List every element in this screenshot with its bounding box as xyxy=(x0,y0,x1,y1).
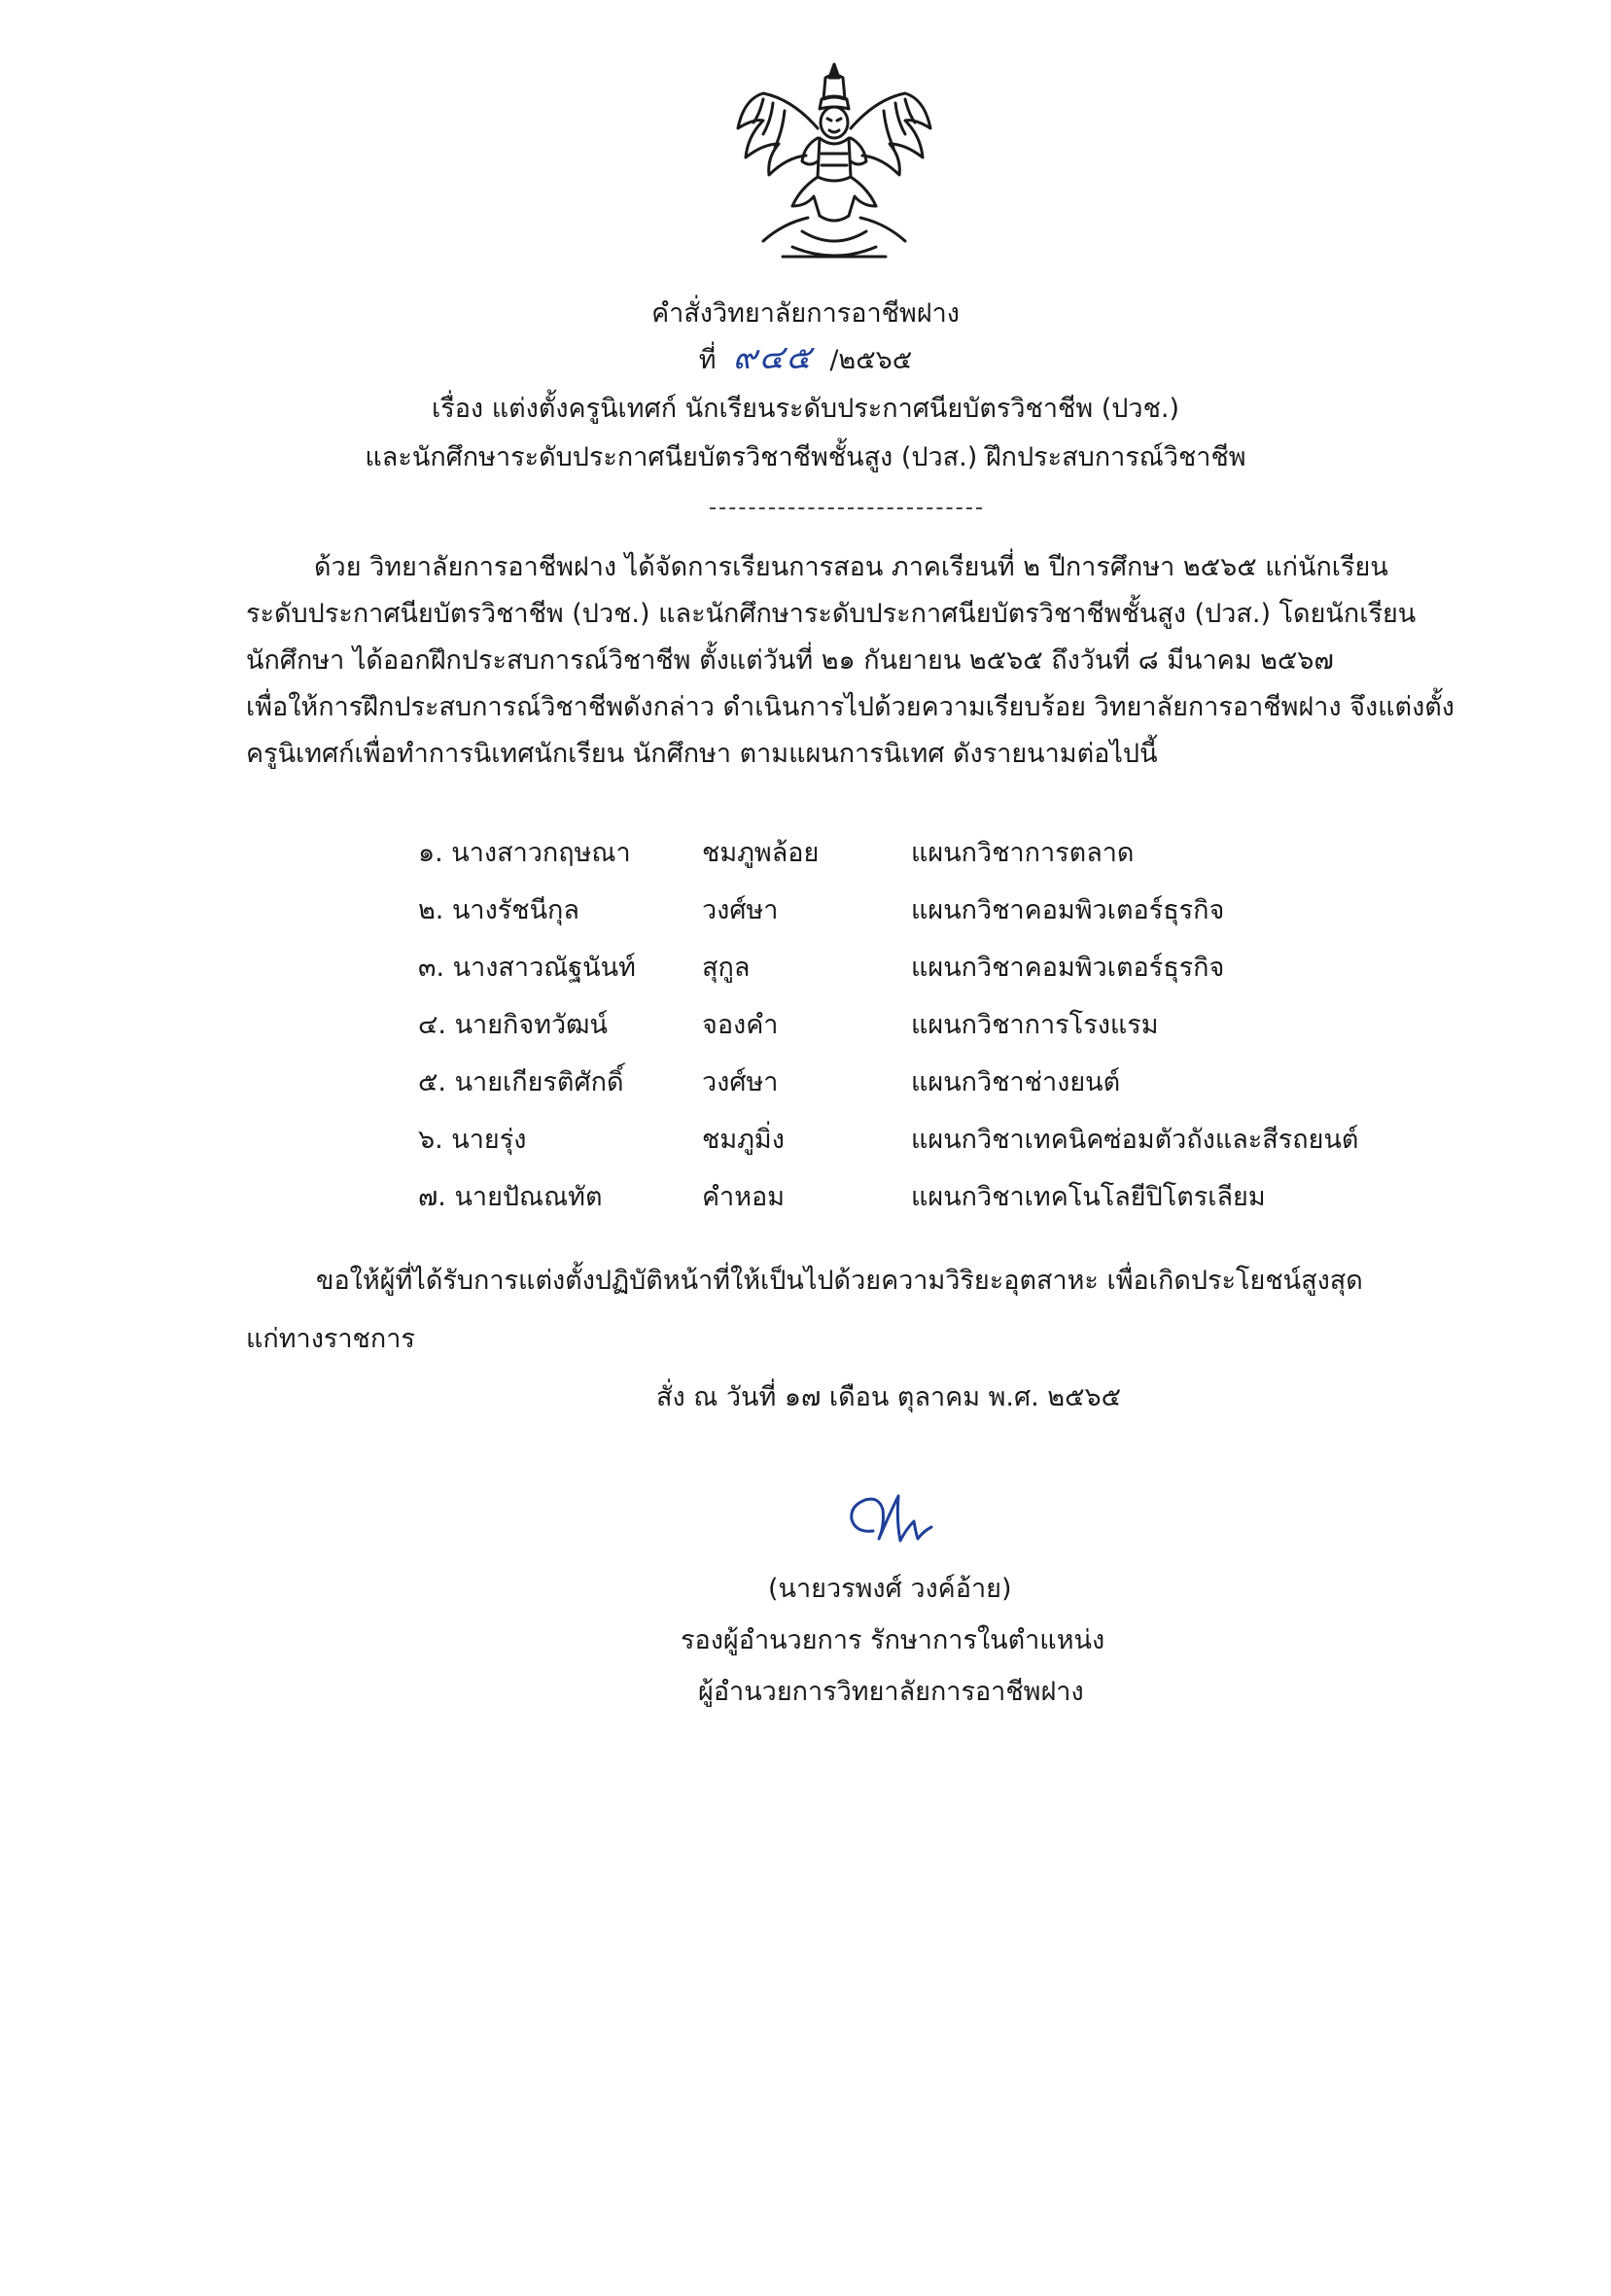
staff-row xyxy=(0,1175,1611,1224)
body-paragraph xyxy=(246,544,1461,778)
staff-surname: คำหอม xyxy=(702,1182,786,1212)
staff-surname: วงศ์ษา xyxy=(702,1067,779,1097)
signature-icon xyxy=(836,1482,963,1560)
staff-surname: ชมภูพล้อย xyxy=(702,838,820,868)
staff-row xyxy=(0,1118,1611,1166)
staff-department: แผนกวิชาช่างยนต์ xyxy=(911,1067,1121,1097)
staff-surname: สุกูล xyxy=(702,953,751,983)
staff-row xyxy=(0,946,1611,994)
subject-line-1: เรื่อง แต่งตั้งครูนิเทศก์ นักเรียนระดับประกาศนียบัตรวิชาชีพ (ปวช.) xyxy=(431,394,1180,424)
order-title: คำสั่งวิทยาลัยการอาชีพฝาง xyxy=(651,298,960,329)
order-number-handwritten: ๙๔๕ xyxy=(732,338,814,377)
staff-surname: จองคำ xyxy=(702,1010,779,1040)
paragraph-line: นักศึกษา ได้ออกฝึกประสบการณ์วิชาชีพ ตั้งแต่วันที่ ๒๑ กันยายน ๒๕๖๕ ถึงวันที่ ๘ มีนาคม ๒๕๖๗ xyxy=(246,645,1334,676)
subject-line-2: และนักศึกษาระดับประกาศนียบัตรวิชาชีพชั้นสูง (ปวส.) ฝึกประสบการณ์วิชาชีพ xyxy=(365,442,1246,472)
paragraph-line: ระดับประกาศนียบัตรวิชาชีพ (ปวช.) และนักศึกษาระดับประกาศนียบัตรวิชาชีพชั้นสูง (ปวส.) โดยนักเรียน xyxy=(246,599,1417,629)
signatory-position-2: ผู้อำนวยการวิทยาลัยการอาชีพฝาง xyxy=(698,1677,1084,1707)
staff-name: ๓. นางสาวณัฐนันท์ xyxy=(418,953,636,983)
staff-department: แผนกวิชาคอมพิวเตอร์ธุรกิจ xyxy=(911,953,1225,983)
paragraph-line: เพื่อให้การฝึกประสบการณ์วิชาชีพดังกล่าว ดำเนินการไปด้วยความเรียบร้อย วิทยาลัยการอาชีพฝาง จึงแต่งตั้ง xyxy=(246,692,1454,722)
staff-row xyxy=(0,888,1611,937)
order-number-line xyxy=(0,330,1611,383)
garuda-emblem-icon xyxy=(724,60,944,266)
closing-line-2: แก่ทางราชการ xyxy=(246,1324,415,1354)
staff-department: แผนกวิชาการตลาด xyxy=(911,838,1135,868)
staff-name: ๖. นายรุ่ง xyxy=(418,1125,527,1155)
staff-row xyxy=(0,831,1611,880)
staff-row xyxy=(0,1061,1611,1109)
staff-department: แผนกวิชาเทคนิคซ่อมตัวถังและสีรถยนต์ xyxy=(911,1125,1359,1155)
staff-name: ๒. นางรัชนีกุล xyxy=(418,895,579,925)
staff-department: แผนกวิชาคอมพิวเตอร์ธุรกิจ xyxy=(911,895,1225,925)
staff-name: ๔. นายกิจทวัฒน์ xyxy=(418,1010,609,1040)
staff-surname: ชมภูมิ่ง xyxy=(702,1125,785,1155)
staff-name: ๑. นางสาวกฤษณา xyxy=(418,838,631,868)
order-number-prefix: ที่ xyxy=(698,345,717,375)
staff-name: ๗. นายปัณณทัต xyxy=(418,1182,603,1212)
staff-department: แผนกวิชาเทคโนโลยีปิโตรเลียม xyxy=(911,1182,1266,1212)
staff-department: แผนกวิชาการโรงแรม xyxy=(911,1010,1159,1040)
staff-row xyxy=(0,1003,1611,1052)
staff-name: ๕. นายเกียรติศักดิ์ xyxy=(418,1067,624,1097)
order-number-suffix: /๒๕๖๕ xyxy=(829,345,913,375)
staff-surname: วงศ์ษา xyxy=(702,895,779,925)
paragraph-line: ครูนิเทศก์เพื่อทำการนิเทศนักเรียน นักศึกษา ตามแผนการนิเทศ ดังรายนามต่อไปนี้ xyxy=(246,739,1158,769)
paragraph-line: ด้วย วิทยาลัยการอาชีพฝาง ได้จัดการเรียนการสอน ภาคเรียนที่ ๒ ปีการศึกษา ๒๕๖๕ แก่นักเรียน xyxy=(314,552,1388,582)
signatory-position-1: รองผู้อำนวยการ รักษาการในตำแหน่ง xyxy=(681,1625,1105,1655)
date-line: สั่ง ณ วันที่ ๑๗ เดือน ตุลาคม พ.ศ. ๒๕๖๕ xyxy=(656,1382,1122,1412)
signatory-name: (นายวรพงศ์ วงค์อ้าย) xyxy=(768,1574,1012,1604)
closing-line-1: ขอให้ผู้ที่ได้รับการแต่งตั้งปฏิบัติหน้าที่ให้เป็นไปด้วยความวิริยะอุตสาหะ เพื่อเกิดประโยชน์สูงสุด xyxy=(316,1266,1363,1296)
divider xyxy=(710,507,982,509)
